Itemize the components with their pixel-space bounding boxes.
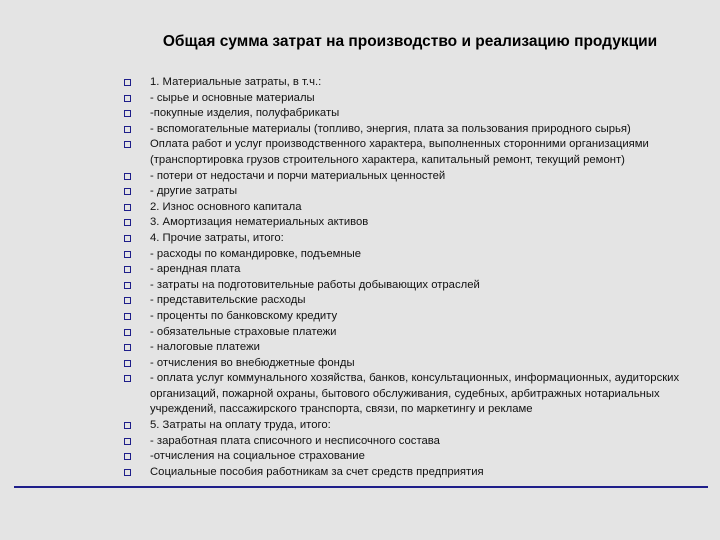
list-item-text: 1. Материальные затраты, в т.ч.:: [150, 76, 322, 88]
list-item: [124, 231, 704, 247]
square-bullet-icon: [124, 360, 131, 367]
list-item: [124, 465, 704, 481]
square-bullet-icon: [124, 173, 131, 180]
list-item: [124, 91, 704, 107]
square-bullet-icon: [124, 219, 131, 226]
list-item: [124, 340, 704, 356]
list-item-text: - расходы по командировке, подъемные: [150, 247, 362, 260]
square-bullet-icon: [124, 95, 131, 102]
slide-title: Общая сумма затрат на производство и реализацию продукции: [162, 33, 658, 50]
list-item-text: 4. Прочие затраты, итого:: [150, 231, 284, 244]
square-bullet-icon: [124, 469, 131, 476]
square-bullet-icon: [124, 235, 131, 242]
list-item-text: Социальные пособия работникам за счет средств предприятия: [150, 465, 484, 478]
list-item-text: 5. Затраты на оплату труда, итого:: [150, 419, 331, 432]
list-item-text: 3. Амортизация нематериальных активов: [150, 216, 369, 229]
square-bullet-icon: [124, 422, 131, 429]
square-bullet-icon: [124, 188, 131, 195]
square-bullet-icon: [124, 204, 131, 211]
list-item-text: - потери от недостачи и порчи материальных ценностей: [150, 169, 446, 182]
list-item-text: - другие затраты: [150, 185, 238, 198]
list-item-text: - отчисления во внебюджетные фонды: [150, 356, 355, 369]
list-item: [124, 262, 704, 278]
list-item: [124, 418, 704, 434]
list-item-text: -покупные изделия, полуфабрикаты: [150, 107, 340, 120]
list-item: [124, 106, 704, 122]
list-item-text: - заработная плата списочного и несписочного состава: [150, 434, 440, 447]
list-item: [124, 137, 704, 168]
list-item-text: - вспомогательные материалы (топливо, энергия, плата за пользования природного сырья): [150, 122, 631, 135]
square-bullet-icon: [124, 126, 131, 133]
square-bullet-icon: [124, 329, 131, 336]
list-item-text: - обязательные страховые платежи: [150, 325, 337, 338]
square-bullet-icon: [124, 313, 131, 320]
list-item: [124, 309, 704, 325]
list-item-text: 2. Износ основного капитала: [150, 200, 302, 213]
list-item-text: - сырье и основные материалы: [150, 91, 315, 104]
list-item: [124, 293, 704, 309]
list-item: [124, 434, 704, 450]
square-bullet-icon: [124, 453, 131, 460]
bullet-list: [124, 75, 704, 480]
square-bullet-icon: [124, 297, 131, 304]
square-bullet-icon: [124, 251, 131, 258]
bottom-divider: [14, 486, 708, 488]
list-item-text: - налоговые платежи: [150, 341, 260, 354]
list-item: [124, 449, 704, 465]
square-bullet-icon: [124, 141, 131, 148]
square-bullet-icon: [124, 79, 131, 86]
list-item-text: - арендная плата: [150, 263, 241, 276]
list-item: [124, 247, 704, 263]
square-bullet-icon: [124, 110, 131, 117]
list-item: [124, 356, 704, 372]
list-item: [124, 169, 704, 185]
list-item-text: Оплата работ и услуг производственного характера, выполненных сторонними организациями (транспортировка грузов строительного характера, капитальный ремонт, текущий ремонт): [150, 138, 649, 166]
list-item-text: - представительские расходы: [150, 294, 306, 307]
list-item-text: - затраты на подготовительные работы добывающих отраслей: [150, 278, 480, 291]
square-bullet-icon: [124, 375, 131, 382]
square-bullet-icon: [124, 344, 131, 351]
list-item-text: - проценты по банковскому кредиту: [150, 309, 338, 322]
square-bullet-icon: [124, 438, 131, 445]
list-item: [124, 325, 704, 341]
list-item: [124, 75, 704, 91]
list-item: [124, 278, 704, 294]
square-bullet-icon: [124, 282, 131, 289]
list-item: [124, 122, 704, 138]
list-item-text: -отчисления на социальное страхование: [150, 450, 365, 463]
list-item: [124, 215, 704, 231]
list-item: [124, 200, 704, 216]
square-bullet-icon: [124, 266, 131, 273]
list-item: [124, 184, 704, 200]
list-item-text: - оплата услуг коммунального хозяйства, банков, консультационных, информационных, аудиторских организаций, пожарной охраны, бытового обслуживания, судебных, арбитражных нотариальных учреждений, пассажирского транспорта, связи, по маркетингу и рекламе: [150, 372, 680, 416]
list-item: [124, 371, 704, 418]
